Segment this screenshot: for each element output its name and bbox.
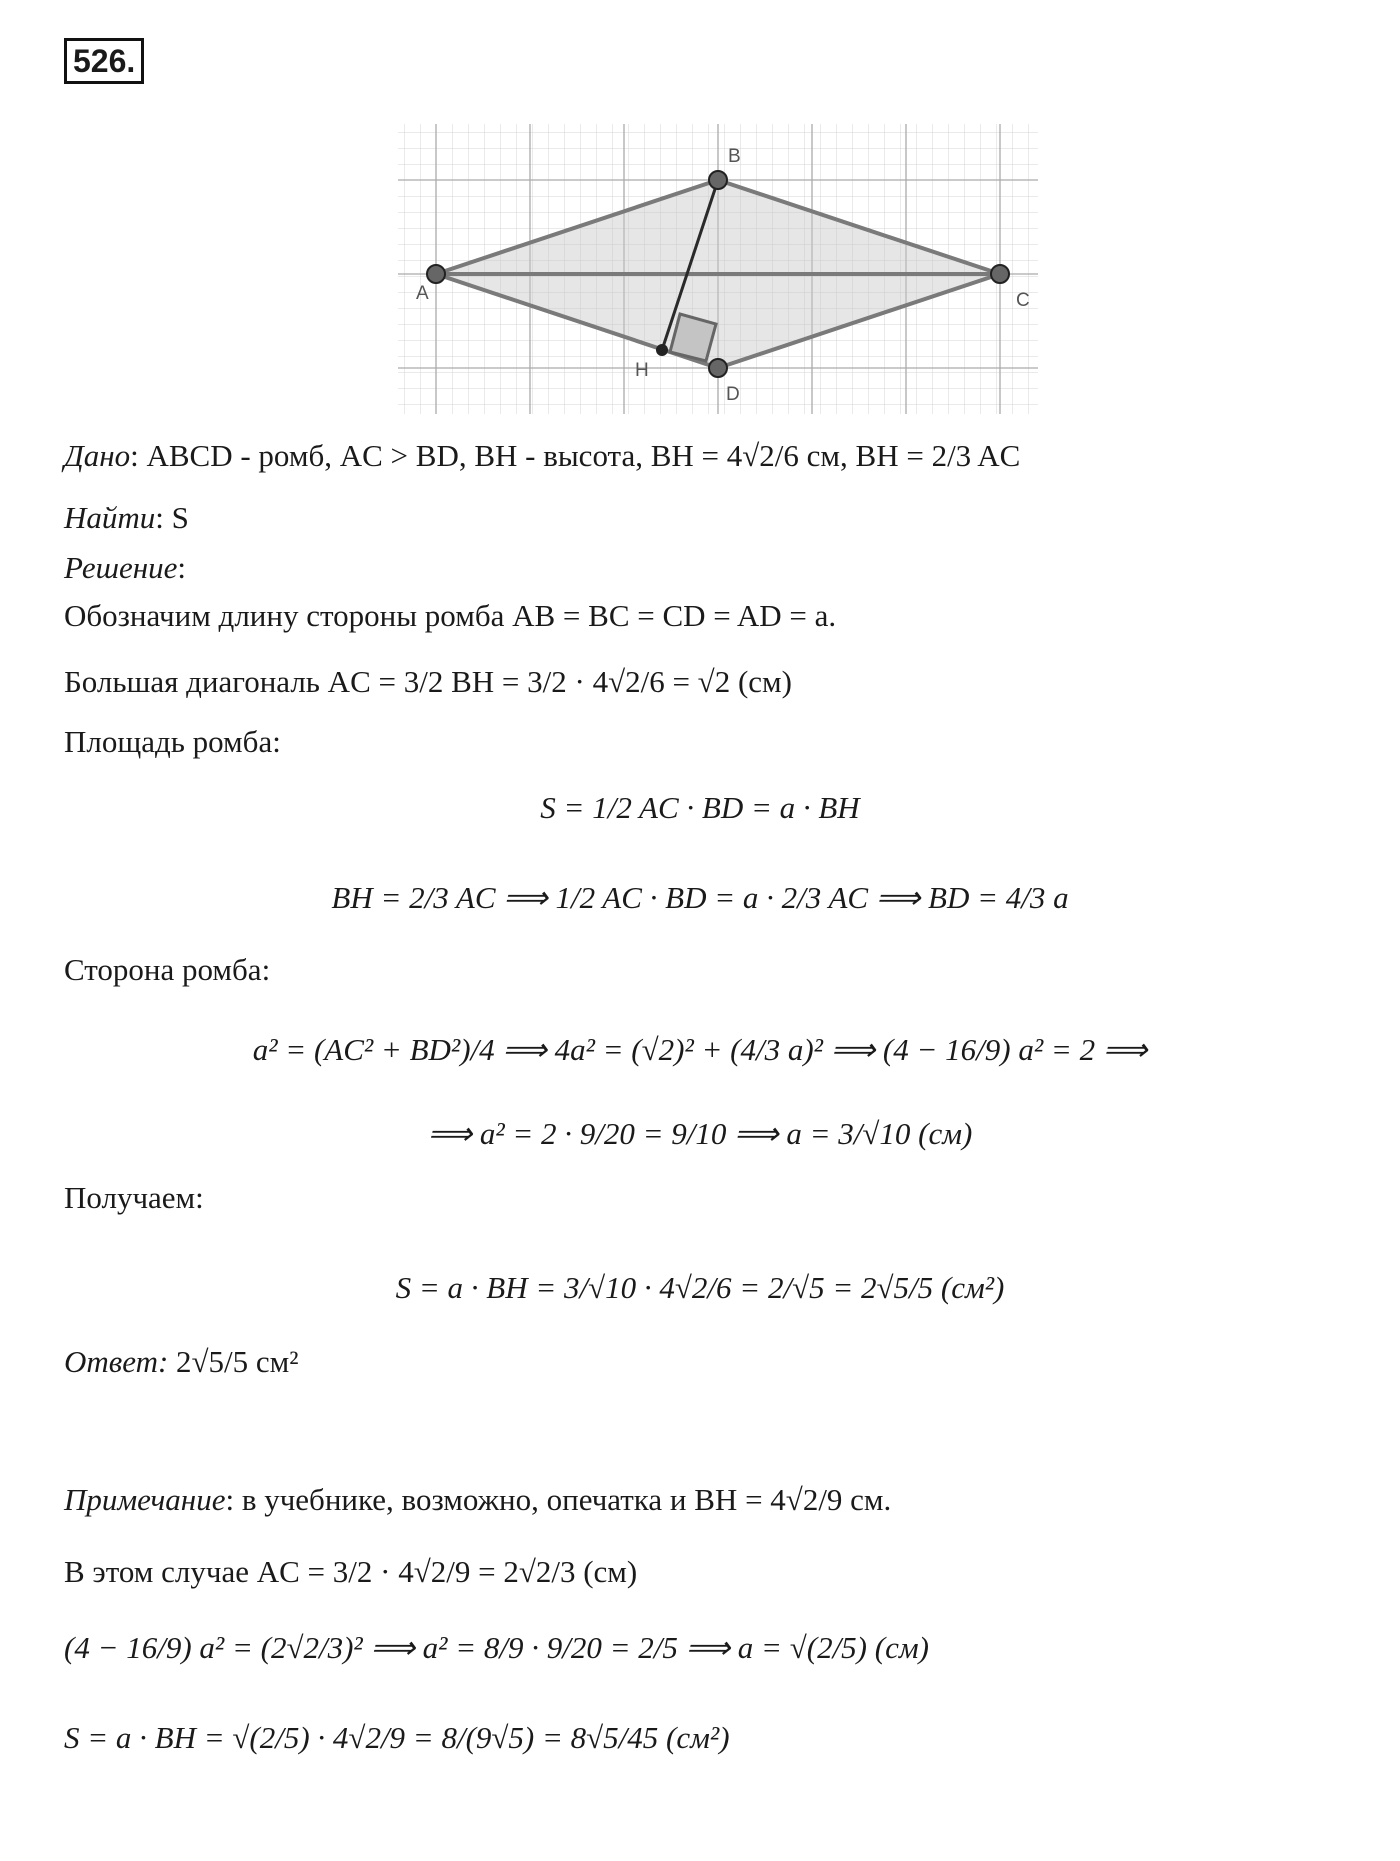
result-heading: Получаем: [64,1180,204,1215]
answer-label: Ответ: [64,1344,169,1379]
area-equation: S = 1/2 AC · BD = a · BH [540,790,860,825]
answer-body: 2√5/5 см² [176,1344,299,1379]
note-area-line: S = a · BH = √(2/5) · 4√2/9 = 8/(9√5) = 8√5/45 (см²) [64,1720,730,1755]
find-line [64,498,1360,538]
find-body: : S [155,500,189,535]
rhombus-figure [398,124,1038,414]
given-label: Дано [64,438,131,473]
side-definition-line: Обозначим длину стороны ромба AB = BC = CD = AD = a. [64,598,837,633]
solution-label: Решение [64,550,178,585]
given-line [64,436,1360,476]
result-equation: S = a · BH = 3/√10 · 4√2/6 = 2/√5 = 2√5/5 (см²) [395,1270,1005,1305]
label-b: B [728,146,741,167]
label-c: C [1016,290,1030,311]
label-a: A [416,283,429,304]
side-heading: Сторона ромба: [64,952,271,987]
solution-colon: : [177,550,186,585]
answer-line [64,1342,1360,1382]
right-angle-mark [670,314,716,361]
diagonal-line: Большая диагональ AC = 3/2 BH = 3/2 · 4√2/6 = √2 (см) [64,664,792,699]
label-h: H [635,360,649,381]
bd-equation: BH = 2/3 AC ⟹ 1/2 AC · BD = a · 2/3 AC ⟹ BD = 4/3 a [331,880,1069,915]
point-b [709,171,727,189]
point-c [991,265,1009,283]
note-label: Примечание [64,1482,226,1517]
problem-number: 526. [64,38,144,84]
note-body: : в учебнике, возможно, опечатка и BH = 4√2/9 см. [225,1482,892,1517]
side-equation-2: ⟹ a² = 2 · 9/20 = 9/10 ⟹ a = 3/√10 (см) [427,1116,973,1151]
solution-line [64,548,1360,588]
point-h [656,344,668,356]
given-body: : ABCD - ромб, AC > BD, BH - высота, BH = 4√2/6 см, BH = 2/3 AC [130,438,1021,473]
point-d [709,359,727,377]
point-a [427,265,445,283]
area-heading: Площадь ромба: [64,724,281,759]
note-ac-line: В этом случае AC = 3/2 · 4√2/9 = 2√2/3 (см) [64,1554,638,1589]
find-label: Найти [64,500,156,535]
label-d: D [726,384,740,405]
note-line [64,1480,1360,1520]
side-equation-1: a² = (AC² + BD²)/4 ⟹ 4a² = (√2)² + (4/3 a)² ⟹ (4 − 16/9) a² = 2 ⟹ [252,1032,1148,1067]
note-equation-line: (4 − 16/9) a² = (2√2/3)² ⟹ a² = 8/9 · 9/20 = 2/5 ⟹ a = √(2/5) (см) [64,1630,929,1665]
